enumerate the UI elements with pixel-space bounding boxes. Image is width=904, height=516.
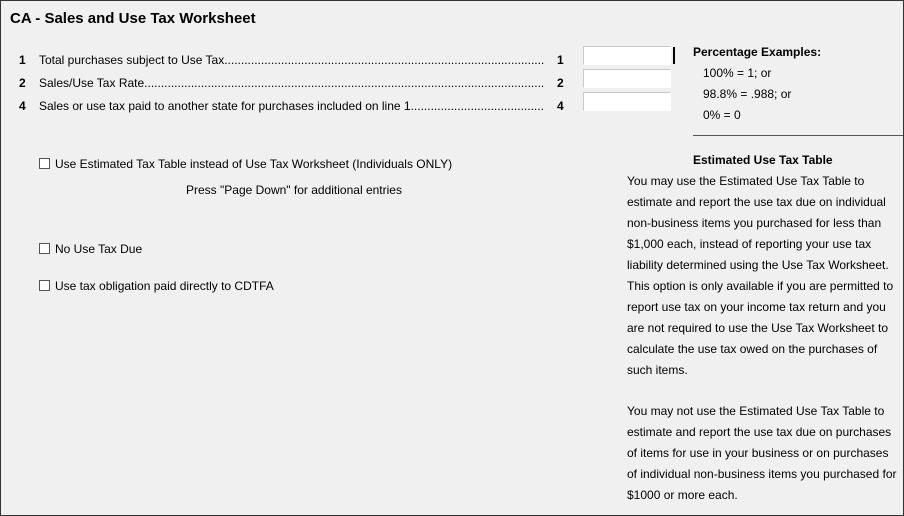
line-4 <box>19 99 589 115</box>
paid-cdtfa-label: Use tax obligation paid directly to CDTFA <box>55 279 274 293</box>
page-title: CA - Sales and Use Tax Worksheet <box>10 10 256 27</box>
page-down-note: Press "Page Down" for additional entries <box>186 183 402 197</box>
estimated-table-paragraph-2: You may not use the Estimated Use Tax Table to estimate and report the use tax due on purchases of items for use in your business or on purchases of individual non-business items you purchased for $1000 or more each. <box>627 404 897 502</box>
divider <box>693 135 903 136</box>
other-state-tax-input[interactable] <box>583 92 671 111</box>
tax-rate-input[interactable] <box>583 69 671 88</box>
no-use-tax-label: No Use Tax Due <box>55 242 143 256</box>
estimated-table-checkbox[interactable] <box>39 158 50 169</box>
line-label: Sales or use tax paid to another state for purchases included on line 1 ..... <box>39 99 544 113</box>
line-number: 2 <box>19 76 26 90</box>
paid-cdtfa-checkbox[interactable] <box>39 280 50 291</box>
estimated-table-paragraph-1: You may use the Estimated Use Tax Table to estimate and report the use tax due on individual non-business items you purchased for less than $1,000 each, instead of reporting your use tax liability determined using the Use Tax Worksheet. This option is only available if you are permitted to report use tax on your income tax return and you are not required to use the Use Tax Worksheet to calculate the use tax owed on the purchases of such items. <box>627 174 894 377</box>
line-ref-number: 4 <box>557 99 564 113</box>
line-label: Sales/Use Tax Rate ..... <box>39 76 544 90</box>
percentage-example: 100% = 1; or <box>703 66 772 80</box>
percentage-examples-title: Percentage Examples: <box>693 45 822 59</box>
line-ref-number: 1 <box>557 53 564 67</box>
total-purchases-input[interactable] <box>583 46 671 65</box>
estimated-table-heading: Estimated Use Tax Table <box>693 153 833 167</box>
no-use-tax-checkbox[interactable] <box>39 243 50 254</box>
percentage-example: 98.8% = .988; or <box>703 87 792 101</box>
line-label: Total purchases subject to Use Tax ..... <box>39 53 544 67</box>
line-ref-number: 2 <box>557 76 564 90</box>
line-number: 1 <box>19 53 26 67</box>
text-cursor <box>673 47 675 64</box>
line-2 <box>19 76 589 92</box>
line-1 <box>19 53 589 69</box>
percentage-example: 0% = 0 <box>703 108 741 122</box>
line-number: 4 <box>19 99 26 113</box>
estimated-table-label: Use Estimated Tax Table instead of Use Tax Worksheet (Individuals ONLY) <box>55 157 453 171</box>
